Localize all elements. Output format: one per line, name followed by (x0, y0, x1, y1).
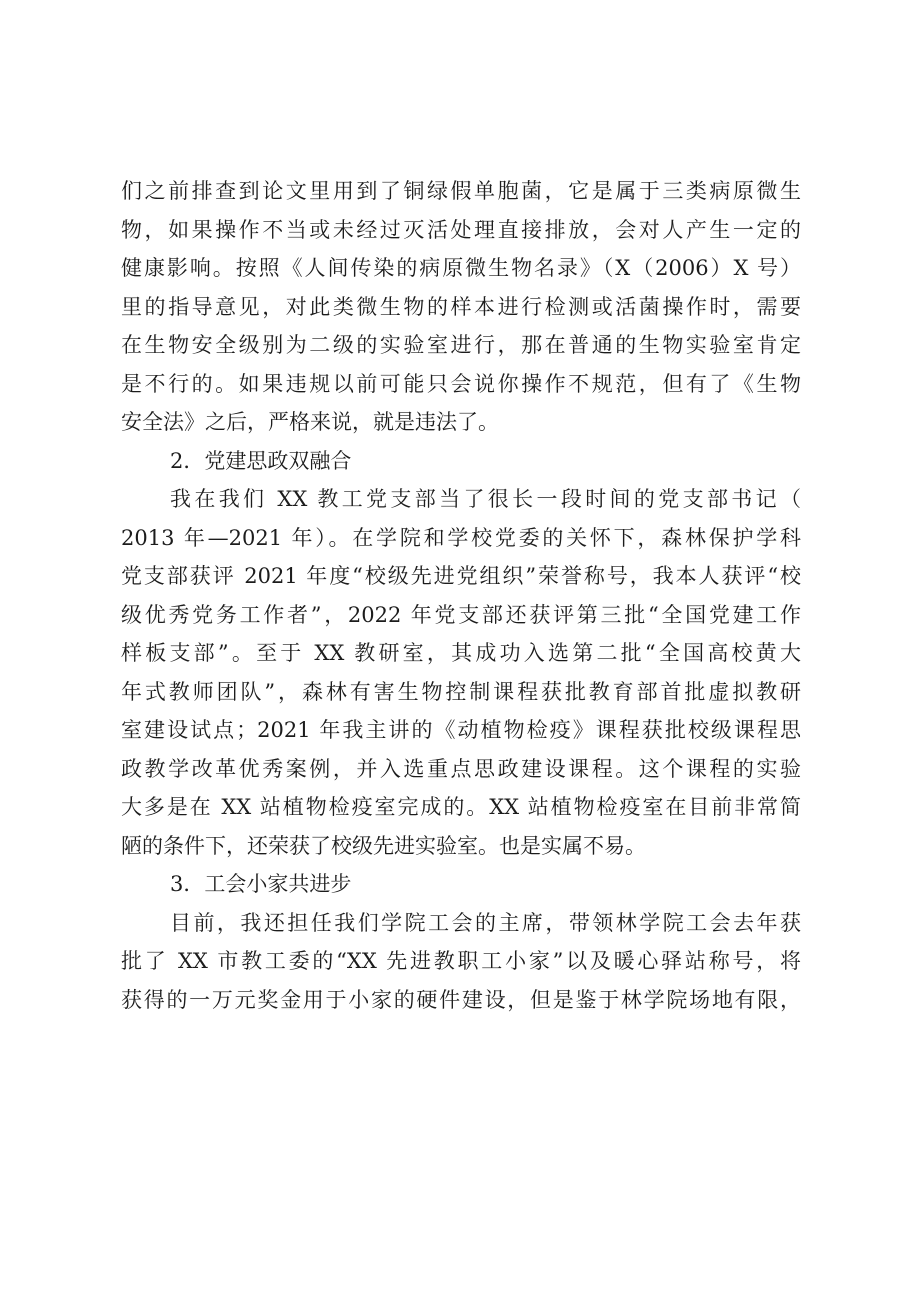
text-line: 批了 XX 市教工委的“XX 先进教职工小家”以及暖心驿站称号，将 (121, 949, 801, 973)
text-line: 安全法》之后，严格来说，就是违法了。 (121, 410, 499, 434)
text-line: 室建设试点；2021 年我主讲的《动植物检疫》课程获批校级课程思 (121, 718, 801, 742)
text-line: 们之前排查到论文里用到了铜绿假单胞菌，它是属于三类病原微生 (121, 179, 801, 203)
section-heading: 3．工会小家共进步 (170, 872, 352, 896)
text-line: 大多是在 XX 站植物检疫室完成的。XX 站植物检疫室在目前非常简 (121, 795, 801, 819)
text-line: 政教学改革优秀案例，并入选重点思政建设课程。这个课程的实验 (121, 756, 801, 781)
text-line: 级优秀党务工作者”，2022 年党支部还获评第三批“全国党建工作 (121, 602, 801, 627)
text-line: 物，如果操作不当或未经过灭活处理直接排放，会对人产生一定的 (121, 217, 801, 242)
text-line: 健康影响。按照《人间传染的病原微生物名录》（X（2006）X 号） (121, 256, 801, 280)
text-line: 党支部获评 2021 年度“校级先进党组织”荣誉称号，我本人获评“校 (121, 564, 801, 588)
text-line: 2013 年—2021 年）。在学院和学校党委的关怀下，森林保护学科 (121, 525, 801, 550)
text-line: 是不行的。如果违规以前可能只会说你操作不规范，但有了《生物 (121, 371, 801, 396)
text-line: 里的指导意见，对此类微生物的样本进行检测或活菌操作时，需要 (121, 294, 801, 319)
text-line: 在生物安全级别为二级的实验室进行，那在普通的生物实验室肯定 (121, 333, 801, 357)
text-line: 陋的条件下，还荣获了校级先进实验室。也是实属不易。 (121, 833, 646, 858)
text-line: 样板支部”。至于 XX 教研室，其成功入选第二批“全国高校黄大 (121, 641, 801, 665)
paragraph-biosafety (121, 172, 801, 442)
section-heading: 2．党建思政双融合 (170, 448, 352, 473)
text-line: 年式教师团队”，森林有害生物控制课程获批教育部首批虚拟教研 (121, 679, 801, 704)
document-body (121, 172, 801, 1019)
text-line: 目前，我还担任我们学院工会的主席，带领林学院工会去年获 (170, 910, 801, 935)
paragraph-party-building (121, 480, 801, 865)
text-line: 获得的一万元奖金用于小家的硬件建设，但是鉴于林学院场地有限， (121, 987, 801, 1012)
paragraph-union (121, 904, 801, 1020)
text-line: 我在我们 XX 教工党支部当了很长一段时间的党支部书记（ (170, 487, 801, 511)
